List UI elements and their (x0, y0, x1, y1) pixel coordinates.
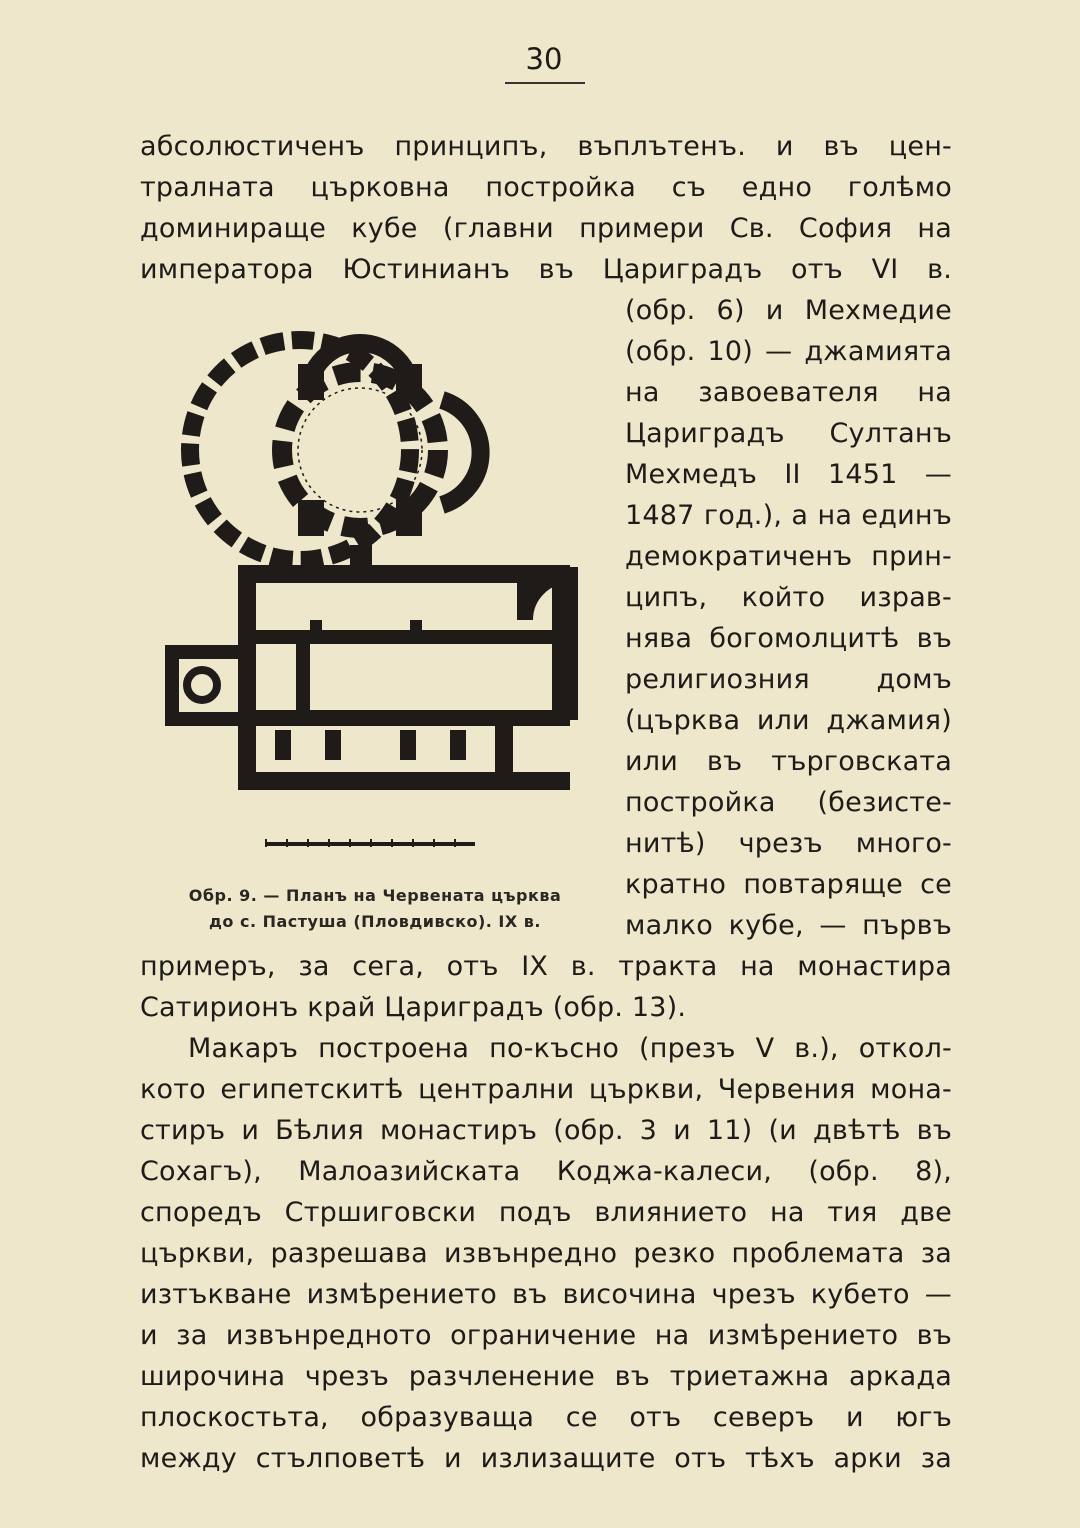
text-line: императора Юстинианъ въ Цариградъ отъ VI в. (140, 254, 952, 285)
text-line: кратно повтаряще се (625, 869, 952, 900)
text-line: тралната църковна постройка съ едно голѣмо (140, 172, 952, 203)
text-line: стиръ и Бѣлия монастиръ (обр. 3 и 11) (и двѣтѣ въ (140, 1115, 952, 1146)
text-line: между стълповетѣ и излизащите отъ тѣхъ арки за (140, 1443, 952, 1474)
page-number-rule (505, 82, 585, 84)
text-line: плоскостьта, образуваща се отъ северъ и югъ (140, 1402, 952, 1433)
text-line: малко кубе, — първъ (625, 910, 952, 941)
text-line: или въ търговската (625, 746, 952, 777)
text-line: 1487 год.), а на единъ (625, 500, 952, 531)
church-floor-plan (160, 300, 600, 870)
text-line: кото египетскитѣ централни църкви, Червения мона- (140, 1074, 952, 1105)
page-number: 30 (525, 42, 563, 76)
text-line: споредъ Стршиговски подъ влиянието на тия две (140, 1197, 952, 1228)
text-line: (църква или джамия) (625, 705, 952, 736)
text-line: примеръ, за сега, отъ IX в. тракта на монастира (140, 951, 952, 982)
text-line: църкви, разрешава извънредно резко проблемата за (140, 1238, 952, 1269)
text-line: ципъ, който израв- (625, 582, 952, 613)
text-line: нитѣ) чрезъ много- (625, 828, 952, 859)
text-line: (обр. 10) — джамията (625, 336, 952, 367)
text-line: и за извънредното ограничение на измѣрението въ (140, 1320, 952, 1351)
text-line: доминираще кубе (главни примери Св. София на (140, 213, 952, 244)
text-line: Макаръ построена по-късно (презъ V в.), откол- (188, 1033, 952, 1064)
text-line: Мехмедъ II 1451 — (625, 459, 952, 490)
text-line: Сохагъ), Малоазийската Коджа-калеси, (обр. 8), (140, 1156, 952, 1187)
text-line: нява богомолцитѣ въ (625, 623, 952, 654)
text-line: широчина чрезъ разчленение въ триетажна аркада (140, 1361, 952, 1392)
figure-caption-line1: Обр. 9. — Планъ на Червената църква (188, 886, 562, 905)
text-line: Сатирионъ край Цариградъ (обр. 13). (140, 992, 687, 1023)
text-line: абсолюстиченъ принципъ, въплътенъ. и въ цен- (140, 131, 952, 162)
text-line: постройка (безисте- (625, 787, 952, 818)
text-line: изтъкване измѣрението въ височина чрезъ кубето — (140, 1279, 952, 1310)
text-line: Цариградъ Султанъ (625, 418, 952, 449)
text-line: (обр. 6) и Мехмедие (625, 295, 952, 326)
text-line: религиозния домъ (625, 664, 952, 695)
text-line: демократиченъ прин- (625, 541, 952, 572)
figure-caption-line2: до с. Пастуша (Пловдивско). IX в. (208, 912, 541, 931)
text-line: на завоевателя на (625, 377, 952, 408)
